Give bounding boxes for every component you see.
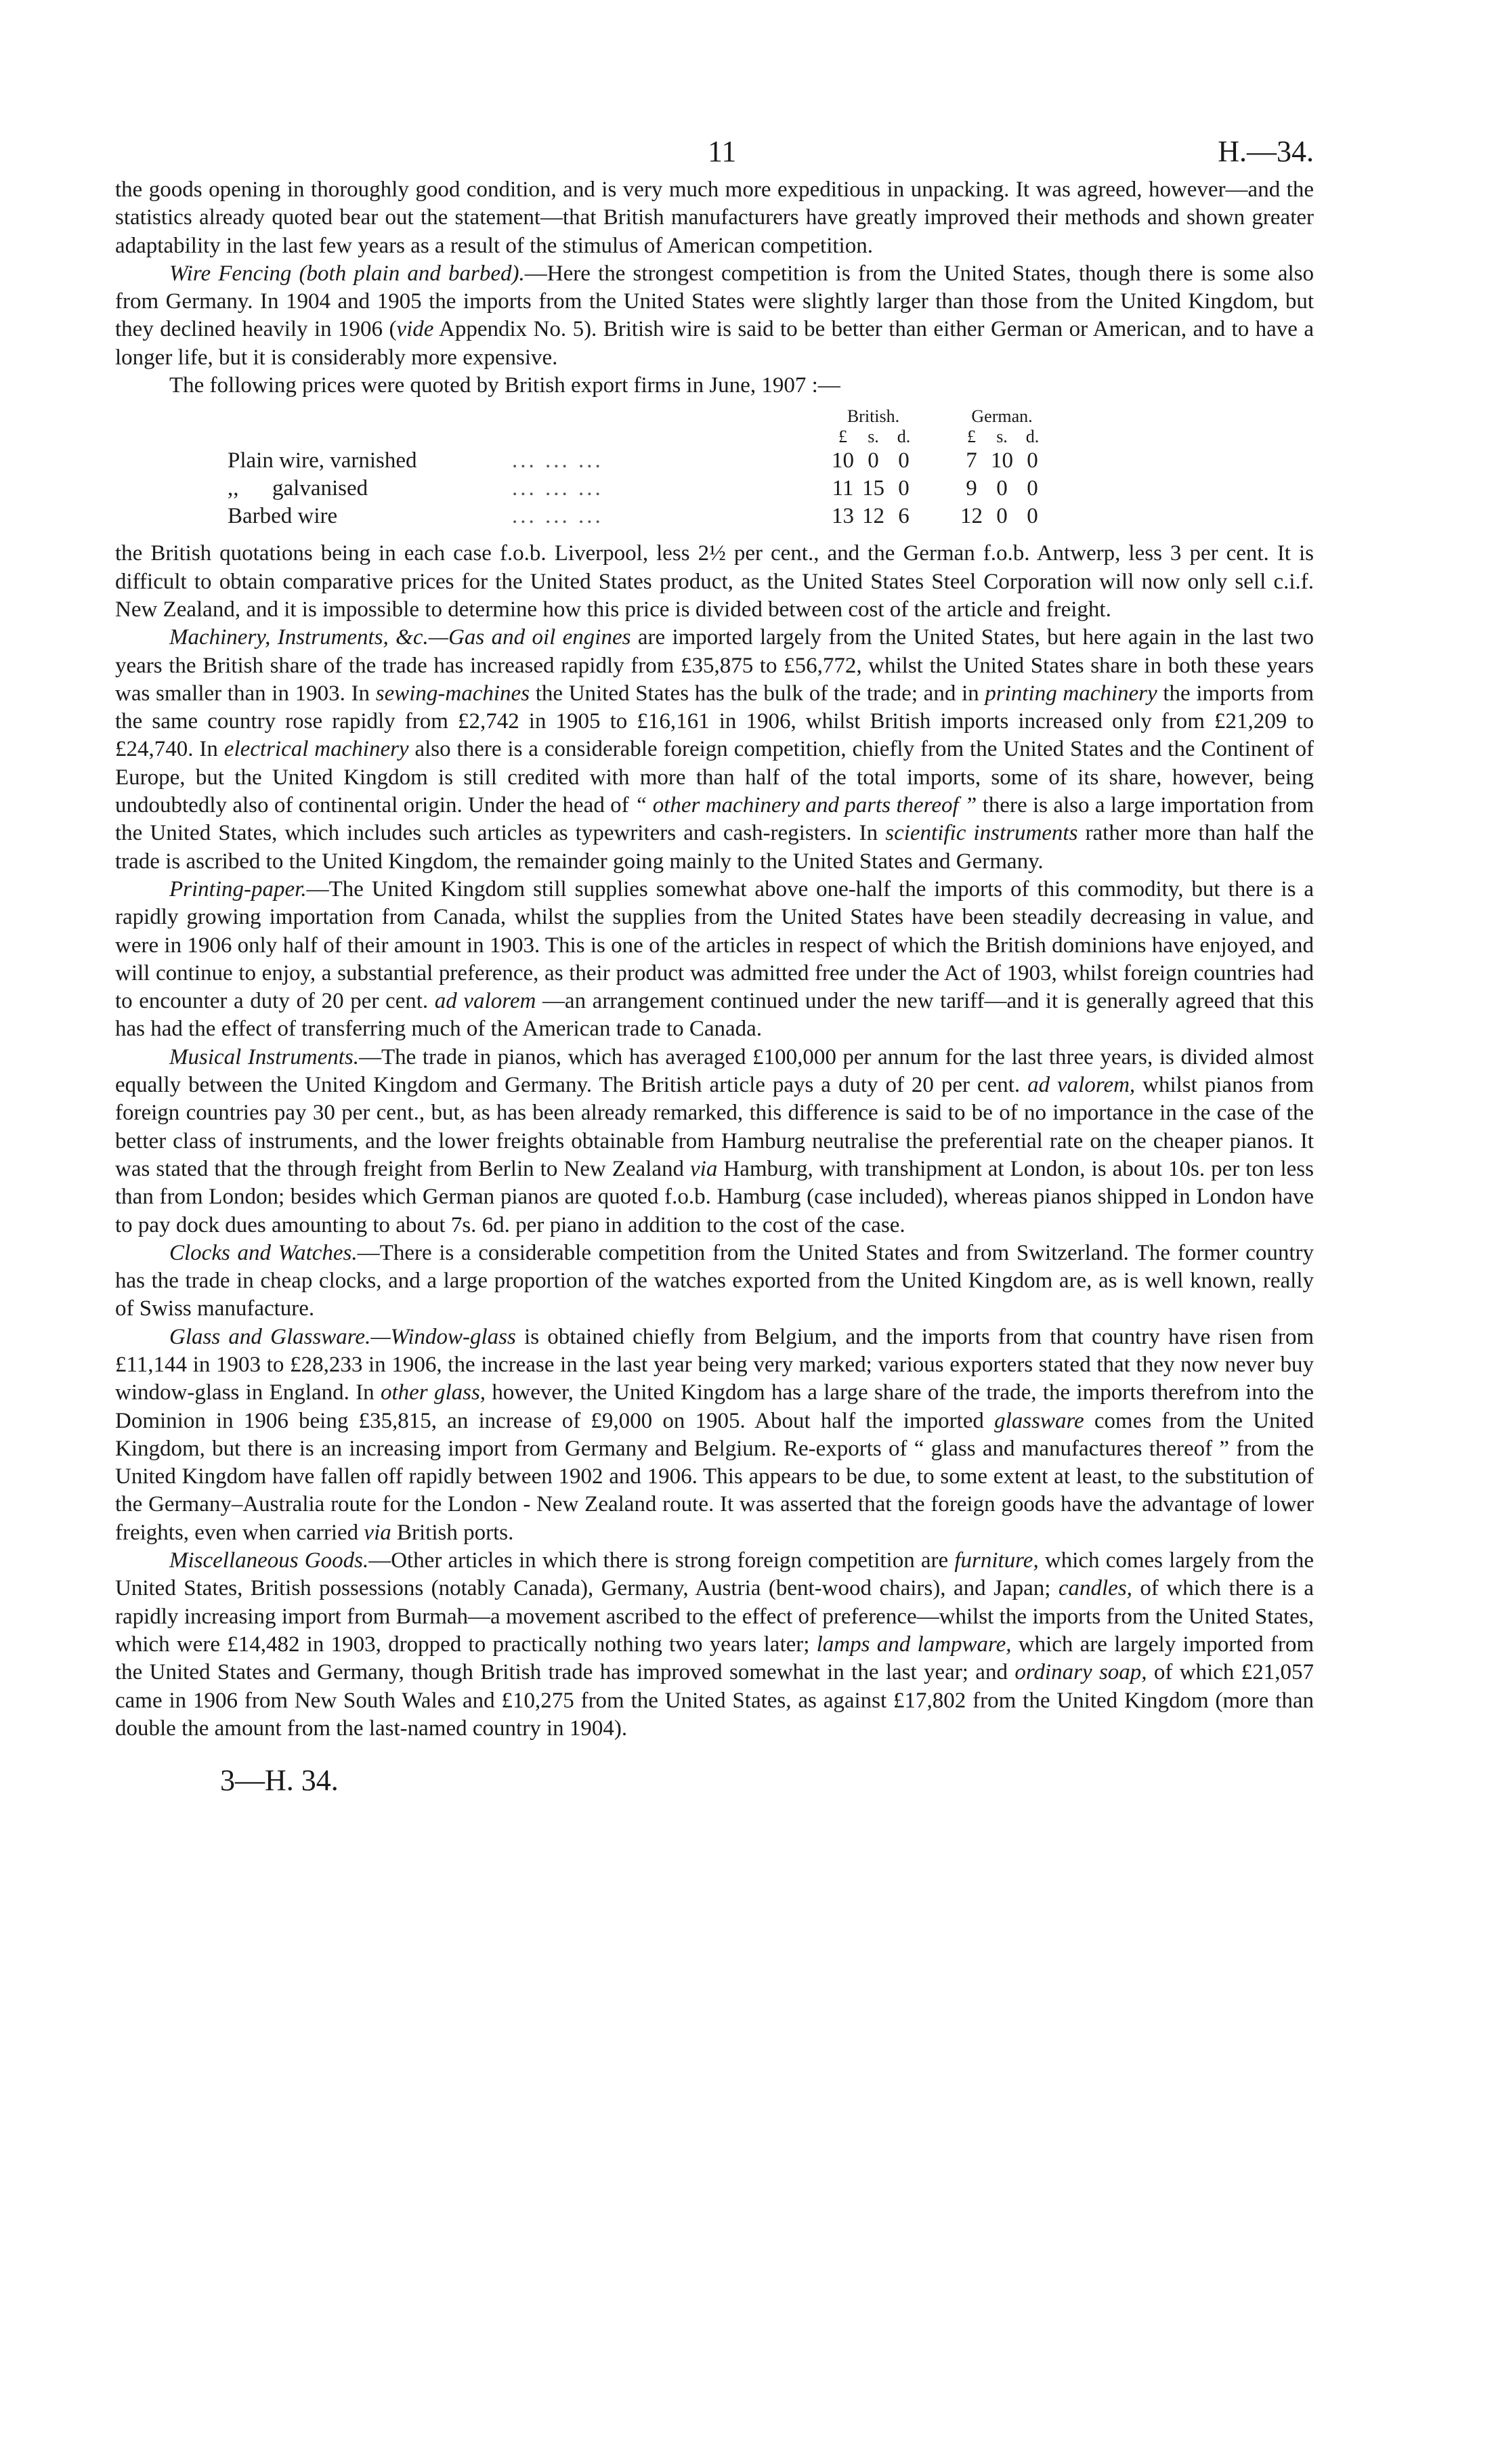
wire-price-table xyxy=(228,406,1048,530)
leader-dots: ... ... ... xyxy=(512,448,603,473)
document-reference: H.—34. xyxy=(1218,135,1314,168)
section-heading-clocks-watches: Clocks and Watches. xyxy=(169,1240,358,1265)
unit-pounds: £ xyxy=(967,427,976,447)
paragraph-glass: Glass and Glassware.—Window-glass is obtained chiefly from Belgium, and the imports from that country have risen from £11,144 in 1903 to £28,233 in 1906, the increase in the last year being very marked; various exporters stated that they now never buy window-glass in England. In other glass, however, the United Kingdom has a large share of the trade, the imports therefrom into the Dominion in 1906 being £35,815, an increase of £9,000 on 1905. About half the imported glassware comes from the United Kingdom, but there is an increasing import from Germany and Belgium. Re-exports of “ glass and manufactures thereof ” from the United Kingdom have fallen off rapidly between 1902 and 1906. This appears to be due, to some extent at least, to the substitution of the Germany–Australia route for the London - New Zealand route. It was asserted that the foreign goods have the advantage of lower freights, even when carried via British ports. xyxy=(115,1324,1315,1545)
section-heading-wire-fencing: Wire Fencing (both plain and barbed). xyxy=(169,261,525,286)
table-row: Barbed wire ... ... ... 13 12 6 12 0 0 xyxy=(228,503,1048,530)
paragraph-musical-instruments: Musical Instruments.—The trade in pianos, which has averaged £100,000 per annum for the last three years, is divided almost equally between the United Kingdom and Germany. The British article pays a duty of 20 per cent. ad valorem, whilst pianos from foreign countries pay 30 per cent., but, as has been already remarked, this difference is said to be of no importance in the case of the better class of instruments, and the lower freights obtainable from Hamburg neutralise the preferential rate on the cheaper pianos. It was stated that the through freight from Berlin to New Zealand via Hamburg, with transhipment at London, is about 10s. per ton less than from London; besides which German pianos are quoted f.o.b. Hamburg (case included), whereas pianos shipped in London have to pay dock dues amounting to about 7s. 6d. per piano in addition to the cost of the case. xyxy=(115,1044,1314,1237)
signature-mark: 3—H. 34. xyxy=(220,1764,339,1798)
page-number: 11 xyxy=(708,135,737,168)
paragraph-machinery: Machinery, Instruments, &c.—Gas and oil engines are imported largely from the United States, but here again in the last two years the British share of the trade has increased rapidly from £35,875 to £56,772, whilst the United States share in both these years was smaller than in 1903. In sewing-machines the United States has the bulk of the trade; and in printing machinery the imports from the same country rose rapidly from £2,742 in 1905 to £16,161 in 1906, whilst British imports increased only from £21,209 to £24,740. In electrical machinery also there is a considerable foreign competition, chiefly from the United States and the Continent of Europe, but the United Kingdom is still credited with more than half of the total imports, some of its share, however, being undoubtedly also of continental origin. Under the head of “ other machinery and parts thereof ” there is also a large importation from the United States, which includes such articles as typewriters and cash-registers. In scientific instruments rather more than half the trade is ascribed to the United Kingdom, the remainder going mainly to the United States and Germany. xyxy=(115,625,1315,874)
section-heading-printing-paper: Printing-paper. xyxy=(169,876,307,901)
table-row: ,, galvanised ... ... ... 11 15 0 9 0 0 xyxy=(228,475,1048,503)
section-heading-glass: Glass and Glassware.—Window-glass xyxy=(169,1324,516,1349)
paragraph-intro: the goods opening in thoroughly good condition, and is very much more expeditious in unpacking. It was agreed, however—and the statistics already quoted bear out the statement—that British manufacturers have greatly improved their methods and shown greater adaptability in the last few years as a result of the stimulus of American competition. xyxy=(115,177,1314,258)
unit-pence: d. xyxy=(897,427,911,447)
paragraph-printing-paper: Printing-paper.—The United Kingdom still supplies somewhat above one-half the imports of this commodity, but there is a rapidly growing importation from Canada, whilst the supplies from the United States have been steadily decreasing in value, and were in 1906 only half of their amount in 1903. This is one of the articles in respect of which the British dominions have enjoyed, and will continue to enjoy, a substantial preference, as their product was admitted free under the Act of 1903, whilst foreign countries had to encounter a duty of 20 per cent. ad valorem —an arrangement continued under the new tariff—and it is generally agreed that this has had the effect of transferring much of the American trade to Canada. xyxy=(115,876,1315,1042)
row-item: Plain wire, varnished xyxy=(228,448,417,473)
german-column-header: German. xyxy=(971,406,1033,427)
leader-dots: ... ... ... xyxy=(512,504,603,529)
page-header xyxy=(115,129,1314,176)
unit-shillings: s. xyxy=(996,427,1008,447)
document-page xyxy=(115,129,1314,1798)
british-column-header: British. xyxy=(847,406,900,427)
paragraph-wire-fencing: Wire Fencing (both plain and barbed).—Here the strongest competition is from the United States, though there is some also from Germany. In 1904 and 1905 the imports from the United States were slightly larger than those from the United Kingdom, but they declined heavily in 1906 (vide Appendix No. 5). British wire is said to be better than either German or American, and to have a longer life, but it is considerably more expensive. xyxy=(115,261,1314,370)
paragraph-quotation-notes: the British quotations being in each case f.o.b. Liverpool, less 2½ per cent., and the German f.o.b. Antwerp, less 3 per cent. It is difficult to obtain comparative prices for the United States product, as the United States Steel Corporation will now only sell c.i.f. New Zealand, and it is impossible to determine how this price is divided between cost of the article and freight. xyxy=(115,541,1314,622)
leader-dots: ... ... ... xyxy=(512,476,603,501)
paragraph-miscellaneous: Miscellaneous Goods.—Other articles in which there is strong foreign competition are furniture, which comes largely from the United States, British possessions (notably Canada), Germany, Austria (bent-wood chairs), and Japan; candles, of which there is a rapidly increasing import from Burmah—a movement ascribed to the effect of preference—whilst the imports from the United States, which were £14,482 in 1903, dropped to practically nothing two years later; lamps and lampware, which are largely imported from the United States and Germany, though British trade has improved somewhat in the last year; and ordinary soap, of which £21,057 came in 1906 from New South Wales and £10,275 from the United States, as against £17,802 from the United Kingdom (more than double the amount from the last-named country in 1904). xyxy=(115,1548,1314,1741)
section-heading-machinery: Machinery, Instruments, &c.—Gas and oil engines xyxy=(169,625,631,650)
paragraph-prices-intro: The following prices were quoted by British export firms in June, 1907 :— xyxy=(169,373,840,398)
unit-pounds: £ xyxy=(838,427,847,447)
row-item: ,, galvanised xyxy=(228,476,368,501)
section-heading-musical-instruments: Musical Instruments. xyxy=(169,1044,359,1069)
table-row: Plain wire, varnished ... ... ... 10 0 0 7 10 0 xyxy=(228,447,1048,475)
unit-pence: d. xyxy=(1025,427,1040,447)
unit-shillings: s. xyxy=(868,427,879,447)
section-heading-miscellaneous: Miscellaneous Goods. xyxy=(169,1548,369,1573)
row-item: Barbed wire xyxy=(228,504,338,529)
paragraph-clocks-watches: Clocks and Watches.—There is a considerable competition from the United States and from Switzerland. The former country has the trade in cheap clocks, and a large proportion of the watches exported from the United Kingdom are, as is well known, really of Swiss manufacture. xyxy=(115,1240,1314,1321)
